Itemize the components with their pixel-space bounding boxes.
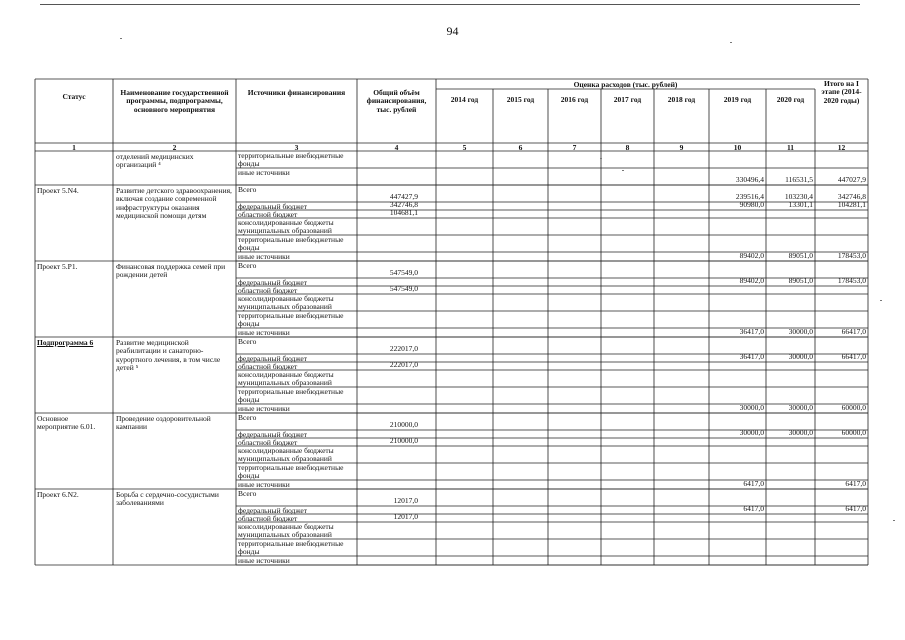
value-itogo: 178453,0 (837, 276, 866, 285)
value-itogo: 342746,8 (837, 192, 866, 201)
value-2020: 30000,0 (788, 327, 813, 336)
header-estimate: Оценка расходов (тыс. рублей) (573, 80, 678, 89)
value-2019: 6417,0 (743, 504, 764, 513)
value-itogo: 447027,9 (837, 175, 866, 184)
row-source: областной бюджет (238, 437, 298, 447)
row-source: федеральный бюджет (238, 201, 308, 211)
row-source: иные источники (238, 168, 290, 177)
row-source: федеральный бюджет (238, 277, 308, 287)
header-year: 2020 год (776, 95, 805, 104)
row-source: консолидированные бюджеты муниципальных образований (238, 445, 334, 463)
row-status: Проект 6.N2. (37, 490, 79, 499)
row-status: Подпрограмма 6 (37, 338, 94, 347)
continuation-name: отделений медицинских организаций ⁴ (116, 152, 194, 170)
row-source: иные источники (238, 251, 290, 261)
header-sources: Источники финансирования (247, 88, 346, 97)
value-total: 222017,0 (389, 360, 418, 369)
value-2020: 103230,4 (784, 192, 813, 201)
header-year: 2015 год (506, 95, 535, 104)
row-source: территориальные внебюджетные фонды (238, 462, 344, 480)
value-2019: 30000,0 (739, 428, 764, 437)
value-total: 12017,0 (393, 512, 418, 521)
row-source: Всего (238, 336, 257, 346)
value-itogo: 6417,0 (845, 504, 866, 513)
row-source: федеральный бюджет (238, 505, 308, 515)
row-source: иные источники (238, 403, 290, 413)
value-2019: 36417,0 (739, 327, 764, 336)
column-number: 10 (733, 142, 742, 152)
row-source: территориальные внебюджетные фонды (238, 310, 344, 328)
value-2020: 30000,0 (788, 428, 813, 437)
value-2020: 89051,0 (788, 251, 813, 260)
value-2020: 89051,0 (788, 276, 813, 285)
column-number: 9 (679, 142, 684, 152)
column-number: 1 (72, 142, 76, 152)
column-number: 8 (625, 142, 630, 152)
row-source: территориальные внебюджетные фонды (238, 538, 344, 556)
page-number: 94 (446, 24, 459, 38)
value-itogo: 6417,0 (845, 479, 866, 488)
row-source: территориальные внебюджетные фонды (238, 151, 344, 169)
value-2019: 90980,0 (739, 200, 764, 209)
value-itogo: 66417,0 (841, 352, 866, 361)
scan-speck (622, 170, 624, 171)
row-name: Финансовая поддержка семей при рождении детей (116, 262, 226, 280)
value-total: 210000,0 (389, 420, 418, 429)
column-number: 6 (518, 142, 523, 152)
value-2019: 239516,4 (735, 192, 764, 201)
row-source: федеральный бюджет (238, 429, 308, 439)
column-number: 7 (572, 142, 577, 152)
row-status: Основное мероприятие 6.01. (37, 414, 96, 432)
scan-speck (880, 300, 882, 301)
column-number: 4 (394, 142, 399, 152)
row-source: федеральный бюджет (238, 353, 308, 363)
value-2019: 89402,0 (739, 276, 764, 285)
value-total: 547549,0 (389, 284, 418, 293)
value-total: 342746,8 (389, 200, 418, 209)
row-source: территориальные внебюджетные фонды (238, 386, 344, 404)
header-year: 2019 год (723, 95, 752, 104)
value-2019: 36417,0 (739, 352, 764, 361)
row-source: Всего (238, 260, 257, 270)
column-number: 3 (294, 142, 299, 152)
row-source: консолидированные бюджеты муниципальных образований (238, 369, 334, 387)
row-name: Борьба с сердечно-сосудистыми заболеваниями (116, 490, 219, 508)
row-source: иные источники (238, 327, 290, 337)
column-number: 12 (837, 142, 846, 152)
scan-speck (730, 42, 732, 43)
row-source: областной бюджет (238, 513, 298, 523)
header-year: 2017 год (613, 95, 642, 104)
row-source: Всего (238, 184, 257, 194)
value-2019: 330496,4 (735, 175, 764, 184)
value-total: 222017,0 (389, 344, 418, 353)
row-source: Всего (238, 488, 257, 498)
value-2020: 30000,0 (788, 352, 813, 361)
value-total: 547549,0 (389, 268, 418, 277)
scan-speck (893, 520, 895, 521)
row-source: консолидированные бюджеты муниципальных образований (238, 521, 334, 539)
header-year: 2014 год (450, 95, 479, 104)
value-2020: 13301,1 (788, 200, 813, 209)
row-source: иные источники (238, 555, 290, 565)
row-name: Проведение оздоровительной кампании (116, 414, 211, 432)
row-name: Развитие медицинской реабилитации и санаторно-курортного лечения, в том числе детей ⁵ (116, 338, 221, 373)
row-source: Всего (238, 412, 257, 422)
scan-speck (600, 158, 602, 159)
row-status: Проект 5.P1. (37, 262, 78, 271)
column-number: 2 (172, 142, 177, 152)
value-total: 447427,9 (389, 192, 418, 201)
value-itogo: 178453,0 (837, 251, 866, 260)
row-source: областной бюджет (238, 285, 298, 295)
value-itogo: 60000,0 (841, 403, 866, 412)
header-name: Наименование государственной программы, подпрограммы, основного мероприятия (120, 88, 229, 114)
header-year: 2016 год (560, 95, 589, 104)
column-number: 11 (786, 142, 795, 152)
value-itogo: 66417,0 (841, 327, 866, 336)
value-total: 104681,1 (389, 208, 418, 217)
value-total: 12017,0 (393, 496, 418, 505)
header-year: 2018 год (667, 95, 696, 104)
scan-speck (120, 38, 122, 39)
value-total: 210000,0 (389, 436, 418, 445)
value-2019: 30000,0 (739, 403, 764, 412)
value-2020: 30000,0 (788, 403, 813, 412)
value-itogo: 104281,1 (837, 200, 866, 209)
header-total-volume: Общий объём финансирования, тыс. рублей (366, 88, 427, 114)
value-2019: 6417,0 (743, 479, 764, 488)
header-status: Статус (62, 92, 86, 101)
row-source: областной бюджет (238, 361, 298, 371)
header-itogo: Итого на I этапе (2014-2020 годы) (821, 79, 862, 105)
row-source: консолидированные бюджеты муниципальных образований (238, 293, 334, 311)
row-name: Развитие детского здравоохранения, включая создание современной инфраструктуры оказания медицинской помощи детям (116, 186, 232, 221)
value-2019: 89402,0 (739, 251, 764, 260)
column-number: 5 (462, 142, 467, 152)
row-status: Проект 5.N4. (37, 186, 79, 195)
row-source: иные источники (238, 479, 290, 489)
value-2020: 116531,5 (785, 175, 813, 184)
row-source: территориальные внебюджетные фонды (238, 234, 344, 252)
row-source: областной бюджет (238, 209, 298, 219)
value-itogo: 60000,0 (841, 428, 866, 437)
row-source: консолидированные бюджеты муниципальных образований (238, 217, 334, 235)
